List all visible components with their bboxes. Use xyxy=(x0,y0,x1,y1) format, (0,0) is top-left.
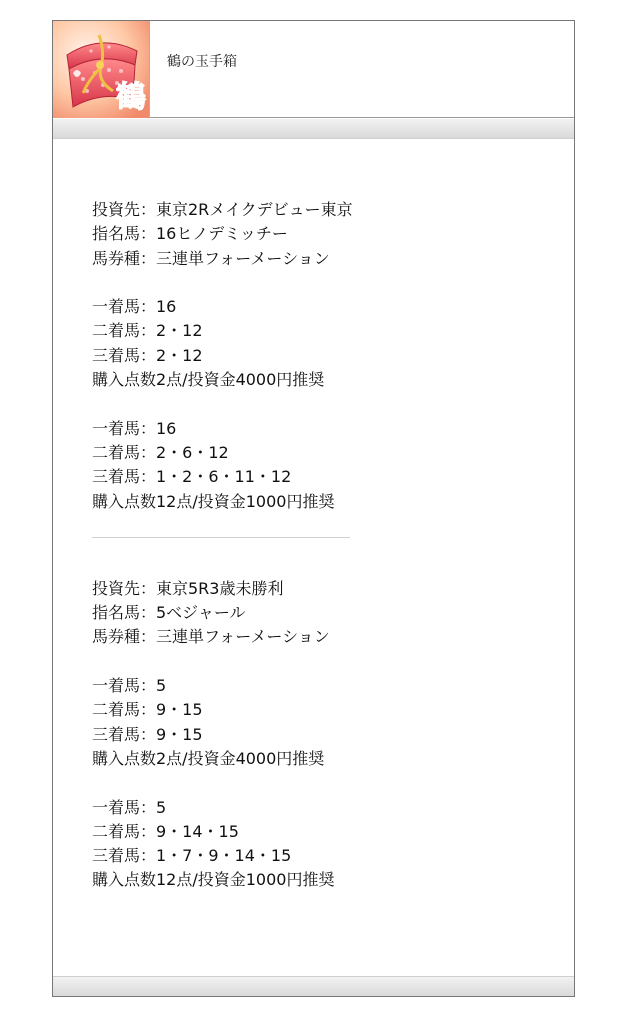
footer-bar xyxy=(53,976,574,996)
designated-horse: 指名馬：16ヒノデミッチー xyxy=(92,224,288,244)
second-place-horses: 二着馬：9・15 xyxy=(92,700,203,720)
logo-crane-character: 鶴 xyxy=(116,80,146,115)
first-place-horses: 一着馬：16 xyxy=(92,297,177,317)
formation-block xyxy=(92,417,532,514)
second-place-horses: 二着馬：2・12 xyxy=(92,321,203,341)
third-place-horses: 三着馬：9・15 xyxy=(92,724,203,744)
third-place-horses: 三着馬：1・7・9・14・15 xyxy=(92,846,292,866)
formation-block xyxy=(92,295,532,392)
content-frame xyxy=(52,20,575,997)
third-place-horses: 三着馬：1・2・6・11・12 xyxy=(92,467,292,487)
second-place-horses: 二着馬：2・6・12 xyxy=(92,442,229,462)
second-place-horses: 二着馬：9・14・15 xyxy=(92,821,239,841)
first-place-horses: 一着馬：16 xyxy=(92,418,177,438)
formation-block xyxy=(92,674,532,771)
purchase-recommendation: 購入点数2点/投資金4000円推奨 xyxy=(92,748,325,768)
designated-horse: 指名馬：5ベジャール xyxy=(92,603,246,623)
first-place-horses: 一着馬：5 xyxy=(92,797,167,817)
purchase-recommendation: 購入点数12点/投資金1000円推奨 xyxy=(92,870,335,890)
header xyxy=(53,21,574,118)
ticket-type: 馬券種：三連単フォーメーション xyxy=(92,627,330,647)
section-divider xyxy=(92,537,350,538)
ticket-type: 馬券種：三連単フォーメーション xyxy=(92,248,330,268)
treasure-box-icon xyxy=(53,21,150,118)
purchase-recommendation: 購入点数12点/投資金1000円推奨 xyxy=(92,491,335,511)
header-divider-bar xyxy=(53,119,574,139)
third-place-horses: 三着馬：2・12 xyxy=(92,345,203,365)
article-body xyxy=(92,198,532,893)
pick-section xyxy=(92,577,532,893)
pick-section xyxy=(92,198,532,514)
first-place-horses: 一着馬：5 xyxy=(92,676,167,696)
investment-target: 投資先：東京5R3歳未勝利 xyxy=(92,578,284,598)
treasure-box-logo xyxy=(53,21,150,118)
formation-block xyxy=(92,796,532,893)
purchase-recommendation: 購入点数2点/投資金4000円推奨 xyxy=(92,370,325,390)
investment-target: 投資先：東京2Rメイクデビュー東京 xyxy=(92,200,353,219)
page-title: 鶴の玉手箱 xyxy=(167,54,237,70)
